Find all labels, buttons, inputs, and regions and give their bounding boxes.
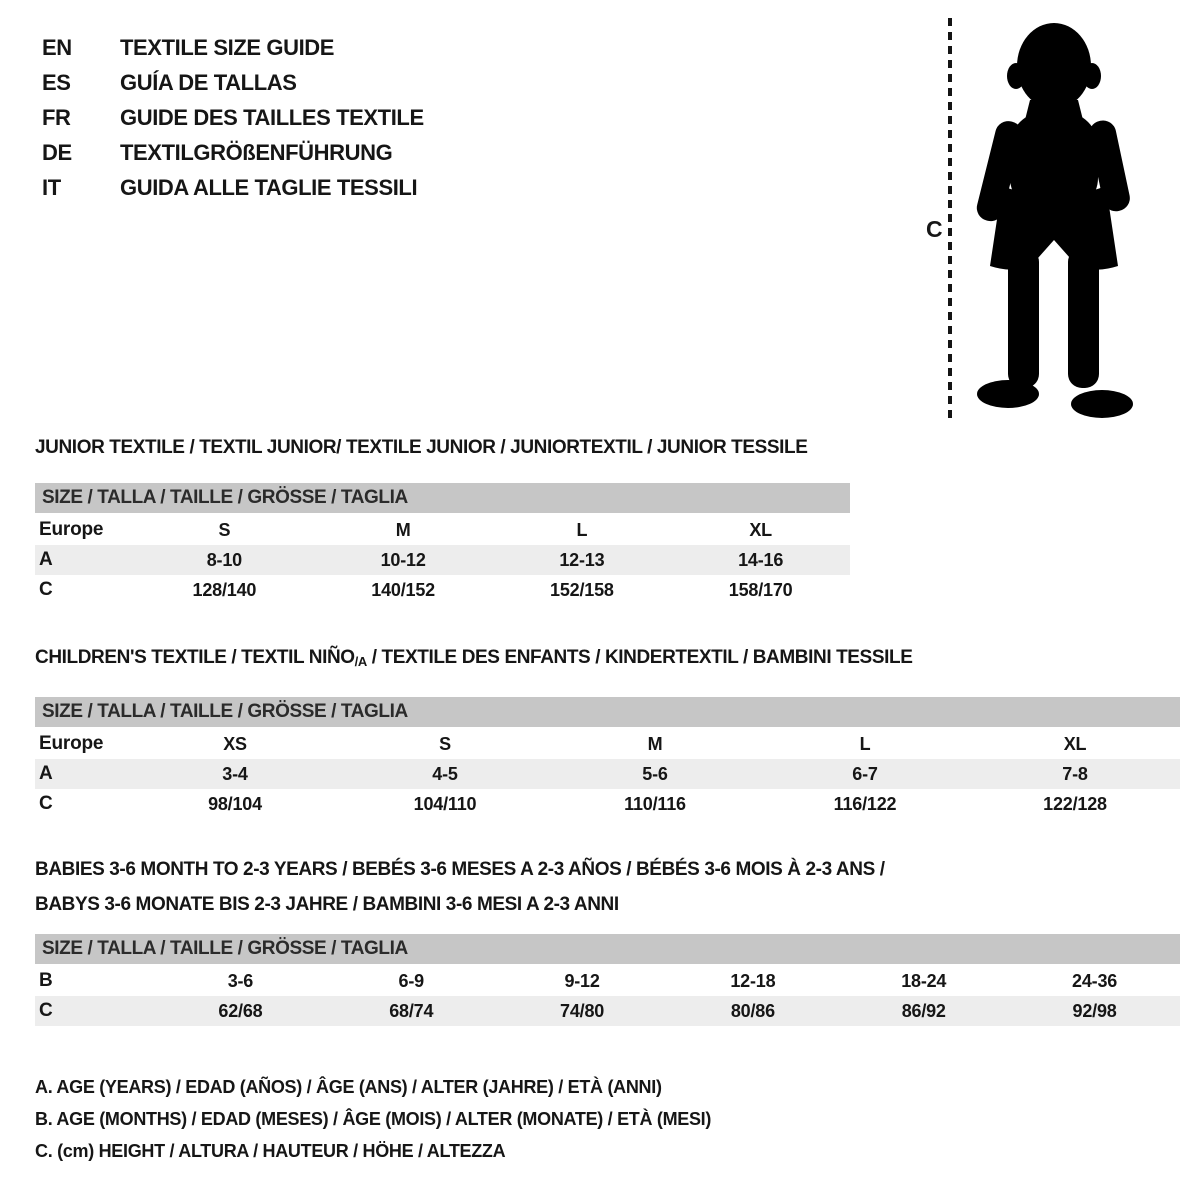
table-cell: 128/140	[192, 579, 257, 600]
table-cell: 110/116	[624, 793, 686, 814]
table-cell: 18-24	[901, 970, 947, 991]
junior-table-block	[35, 483, 850, 605]
table-cell: 152/158	[550, 579, 614, 600]
table-cell: 116/122	[833, 793, 897, 814]
babies-section-title-line1: BABIES 3-6 MONTH TO 2-3 YEARS / BEBÉS 3-6 MESES A 2-3 AÑOS / BÉBÉS 3-6 MOIS À 2-3 ANS /	[35, 859, 885, 880]
table-cell: 140/152	[371, 579, 435, 600]
table-cell: 3-4	[130, 759, 340, 789]
language-code: ES	[42, 70, 71, 95]
table-row-height	[35, 789, 1180, 819]
table-cell: 7-8	[970, 759, 1180, 789]
children-size-header-bar: SIZE / TALLA / TAILLE / GRÖSSE / TAGLIA	[35, 697, 1180, 727]
children-title-text: / TEXTILE DES ENFANTS / KINDERTEXTIL / BAMBINI TESSILE	[366, 647, 913, 668]
table-cell: 122/128	[1043, 793, 1107, 814]
table-cell: 68/74	[326, 996, 497, 1026]
row-label: A	[35, 545, 135, 575]
table-row-age	[35, 545, 850, 575]
language-code: IT	[42, 175, 61, 200]
table-cell: 12-13	[493, 545, 672, 575]
table-row-height	[35, 575, 850, 605]
height-measure-label: C	[926, 216, 943, 242]
table-cell: 24-36	[1072, 970, 1118, 991]
children-size-table	[35, 729, 1180, 819]
children-title-subscript: /A	[354, 654, 367, 669]
table-cell: S	[439, 733, 451, 754]
row-label: C	[39, 793, 53, 814]
babies-table-block	[35, 934, 1180, 1026]
row-label: C	[35, 996, 155, 1026]
table-cell: 5-6	[550, 759, 760, 789]
language-title: TEXTILE SIZE GUIDE	[120, 35, 335, 60]
table-cell: 158/170	[728, 579, 793, 600]
table-cell: XS	[223, 733, 247, 754]
table-cell: 98/104	[208, 793, 262, 814]
table-cell: 12-18	[730, 970, 776, 991]
table-cell: 104/110	[413, 793, 477, 814]
language-title: GUIDE DES TAILLES TEXTILE	[120, 105, 424, 130]
babies-section-title-line2: BABYS 3-6 MONATE BIS 2-3 JAHRE / BAMBINI 3-6 MESI A 2-3 ANNI	[35, 894, 619, 915]
table-cell: S	[218, 519, 231, 540]
legend-line-a: A. AGE (YEARS) / EDAD (AÑOS) / ÂGE (ANS) / ALTER (JAHRE) / ETÀ (ANNI)	[35, 1077, 662, 1097]
table-row-months	[35, 966, 1180, 996]
table-row-height	[35, 996, 1180, 1026]
junior-size-header-bar: SIZE / TALLA / TAILLE / GRÖSSE / TAGLIA	[35, 483, 850, 513]
row-label: A	[35, 759, 130, 789]
legend-line-c: C. (cm) HEIGHT / ALTURA / HAUTEUR / HÖHE / ALTEZZA	[35, 1141, 506, 1161]
language-title: GUIDA ALLE TAGLIE TESSILI	[120, 175, 418, 200]
table-row-age	[35, 759, 1180, 789]
table-cell: 86/92	[838, 996, 1009, 1026]
table-row-europe	[35, 729, 1180, 759]
table-cell: M	[647, 733, 663, 754]
babies-size-table	[35, 966, 1180, 1026]
table-cell: 4-5	[340, 759, 550, 789]
table-cell: 92/98	[1009, 996, 1180, 1026]
junior-size-table	[35, 515, 850, 605]
row-label: C	[39, 579, 53, 600]
row-label: Europe	[39, 733, 104, 754]
legend-line-b: B. AGE (MONTHS) / EDAD (MESES) / ÂGE (MOIS) / ALTER (MONATE) / ETÀ (MESI)	[35, 1109, 712, 1129]
row-label: Europe	[39, 519, 104, 540]
table-cell: 62/68	[155, 996, 326, 1026]
table-cell: 10-12	[314, 545, 493, 575]
table-cell: M	[395, 519, 411, 540]
table-cell: 6-7	[760, 759, 970, 789]
table-cell: L	[576, 519, 588, 540]
children-title-text: CHILDREN'S TEXTILE / TEXTIL NIÑO	[35, 647, 355, 668]
table-cell: 8-10	[135, 545, 314, 575]
babies-size-header-bar: SIZE / TALLA / TAILLE / GRÖSSE / TAGLIA	[35, 934, 1180, 964]
table-cell: 74/80	[497, 996, 668, 1026]
table-cell: L	[859, 733, 871, 754]
language-title: TEXTILGRÖßENFÜHRUNG	[120, 140, 393, 165]
language-code: FR	[42, 105, 71, 130]
table-cell: 80/86	[667, 996, 838, 1026]
language-code: DE	[42, 140, 72, 165]
language-code: EN	[42, 35, 72, 60]
table-cell: 9-12	[564, 970, 600, 991]
table-cell: XL	[1063, 733, 1087, 754]
table-row-europe	[35, 515, 850, 545]
legend	[35, 1076, 1180, 1162]
children-table-block	[35, 697, 1180, 819]
table-cell: 14-16	[671, 545, 850, 575]
row-label: B	[39, 970, 53, 991]
tables-area	[35, 0, 1180, 1172]
table-cell: 3-6	[227, 970, 254, 991]
table-cell: XL	[749, 519, 772, 540]
table-cell: 6-9	[398, 970, 424, 991]
junior-section-title: JUNIOR TEXTILE / TEXTIL JUNIOR/ TEXTILE JUNIOR / JUNIORTEXTIL / JUNIOR TESSILE	[35, 437, 808, 458]
children-section-title	[35, 647, 1180, 673]
language-title: GUÍA DE TALLAS	[120, 70, 297, 95]
